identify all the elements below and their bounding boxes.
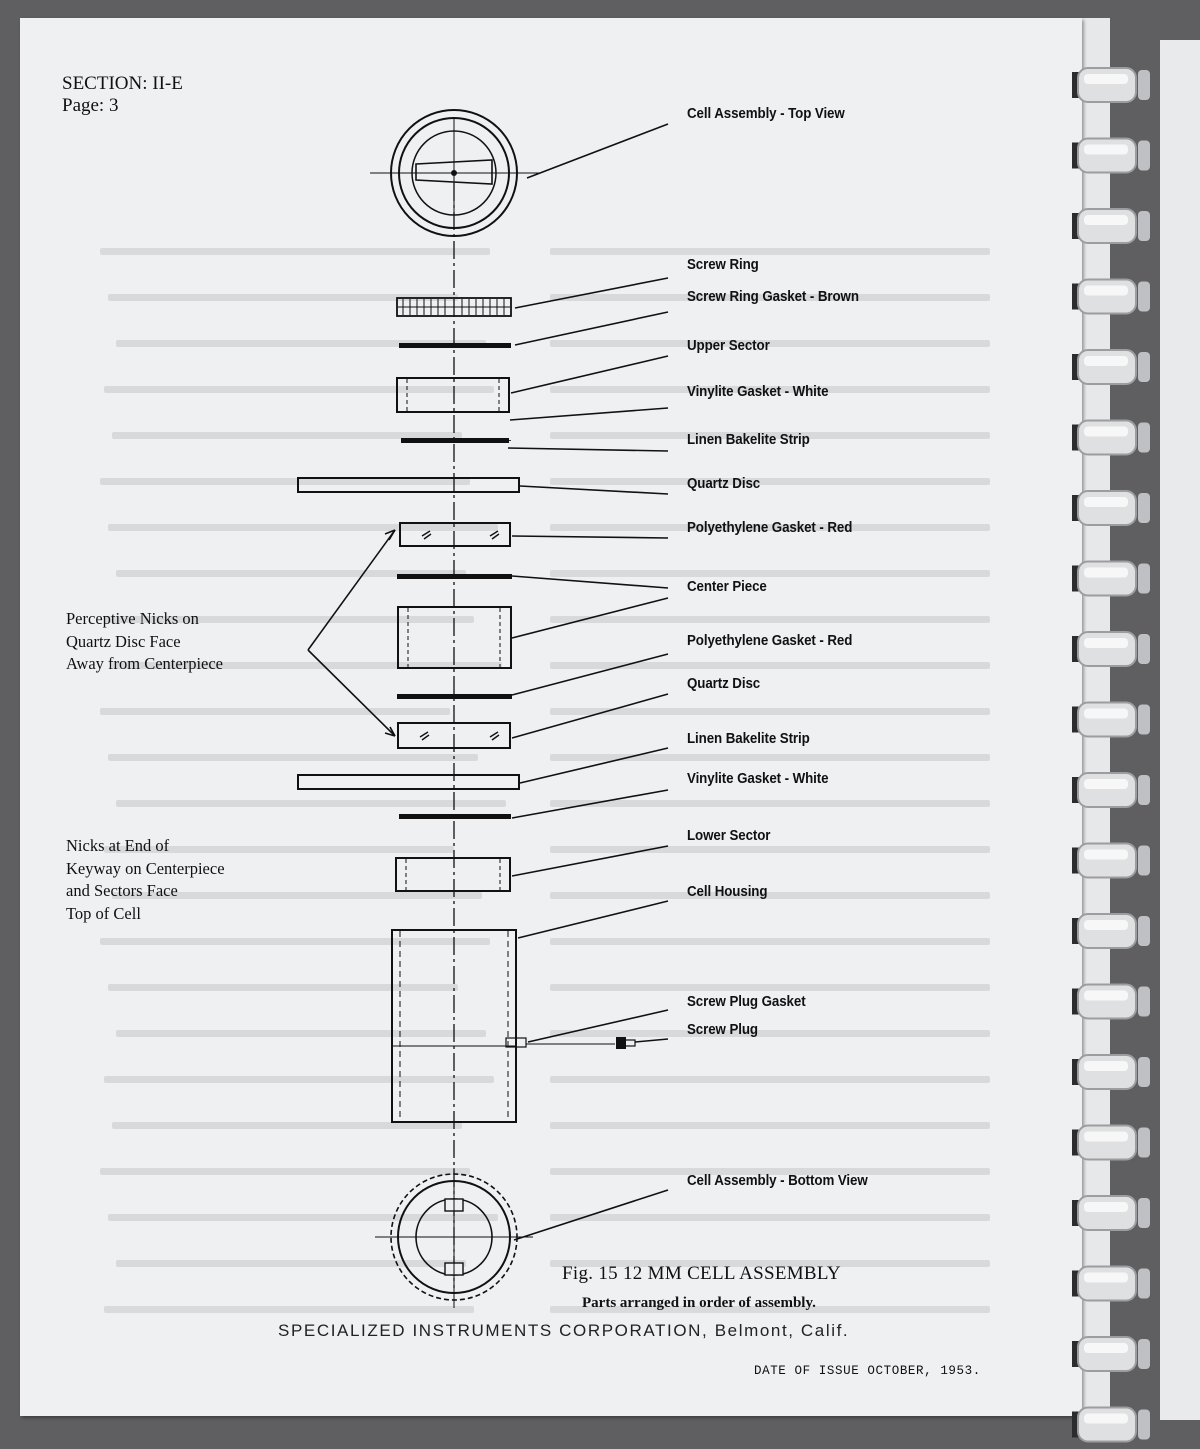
binding-coil (1072, 703, 1150, 737)
page-number: Page: 3 (62, 95, 119, 116)
bottom-view-drawing (375, 1168, 533, 1308)
cell-assembly-drawing (20, 18, 1082, 1416)
manual-page (20, 18, 1082, 1416)
binding-coil (1072, 844, 1150, 878)
part-label: Upper Sector (687, 338, 770, 354)
cell-housing-drawing (392, 930, 526, 1122)
top-view-drawing (370, 110, 540, 236)
quartz-disc-drawing (298, 775, 519, 789)
poly-gasket-drawing (400, 523, 510, 546)
binding-coil (1072, 562, 1150, 596)
part-label: Screw Plug (687, 1022, 758, 1038)
binding-coil (1072, 491, 1150, 525)
quartz-disc-drawing (298, 478, 519, 492)
binding-coil (1072, 632, 1150, 666)
part-label: Screw Ring Gasket - Brown (687, 289, 859, 305)
plate-drawing (400, 815, 510, 818)
figure-title: Fig. 15 12 MM CELL ASSEMBLY (562, 1263, 841, 1284)
part-label: Linen Bakelite Strip (687, 432, 810, 448)
note-pointers (308, 530, 395, 736)
part-label: Quartz Disc (687, 476, 761, 492)
part-label: Vinylite Gasket - White (687, 771, 829, 787)
note-nicks-quartz: Perceptive Nicks on Quartz Disc Face Away from Centerpiece (66, 609, 223, 673)
part-label: Center Piece (687, 579, 767, 595)
binding-coil (1072, 1408, 1150, 1442)
part-label: Screw Plug Gasket (687, 994, 806, 1010)
lower-sector-drawing (396, 858, 510, 891)
section-label: SECTION: II-E (62, 73, 183, 94)
binding-coil (1072, 68, 1150, 102)
company-footer: SPECIALIZED INSTRUMENTS CORPORATION, Belmont, Calif. (278, 1321, 850, 1340)
binding-coil (1072, 1267, 1150, 1301)
binding-coil (1072, 139, 1150, 173)
part-label: Lower Sector (687, 828, 771, 844)
spiral-binding (1064, 0, 1200, 1449)
binding-coil (1072, 421, 1150, 455)
binding-coil (1072, 914, 1150, 948)
vinylite-gasket-drawing (397, 378, 509, 412)
part-label: Linen Bakelite Strip (687, 731, 810, 747)
binding-coil (1072, 209, 1150, 243)
binding-coil (1072, 773, 1150, 807)
binding-coil (1072, 1337, 1150, 1371)
part-label: Vinylite Gasket - White (687, 384, 829, 400)
part-label: Polyethylene Gasket - Red (687, 633, 853, 649)
issue-date: DATE OF ISSUE OCTOBER, 1953. (754, 1364, 981, 1378)
plate-drawing (398, 575, 511, 578)
upper-sector-drawing (400, 344, 510, 347)
linen-bakelite-drawing (402, 439, 508, 442)
binding-coil (1072, 280, 1150, 314)
binding-coil (1072, 985, 1150, 1019)
binding-coil (1072, 1055, 1150, 1089)
leader-lines (508, 124, 668, 1240)
binding-coil (1072, 1126, 1150, 1160)
part-label: Cell Assembly - Bottom View (687, 1173, 868, 1189)
note-nicks-keyway: Nicks at End of Keyway on Centerpiece and Sectors Face Top of Cell (66, 836, 225, 923)
binding-coil (1072, 1196, 1150, 1230)
binding-coil (1072, 350, 1150, 384)
part-label: Cell Assembly - Top View (687, 106, 845, 122)
figure-subtitle: Parts arranged in order of assembly. (582, 1295, 816, 1311)
plate-drawing (398, 695, 511, 698)
part-label: Cell Housing (687, 884, 768, 900)
part-label: Quartz Disc (687, 676, 761, 692)
part-label: Polyethylene Gasket - Red (687, 520, 853, 536)
part-label: Screw Ring (687, 257, 759, 273)
